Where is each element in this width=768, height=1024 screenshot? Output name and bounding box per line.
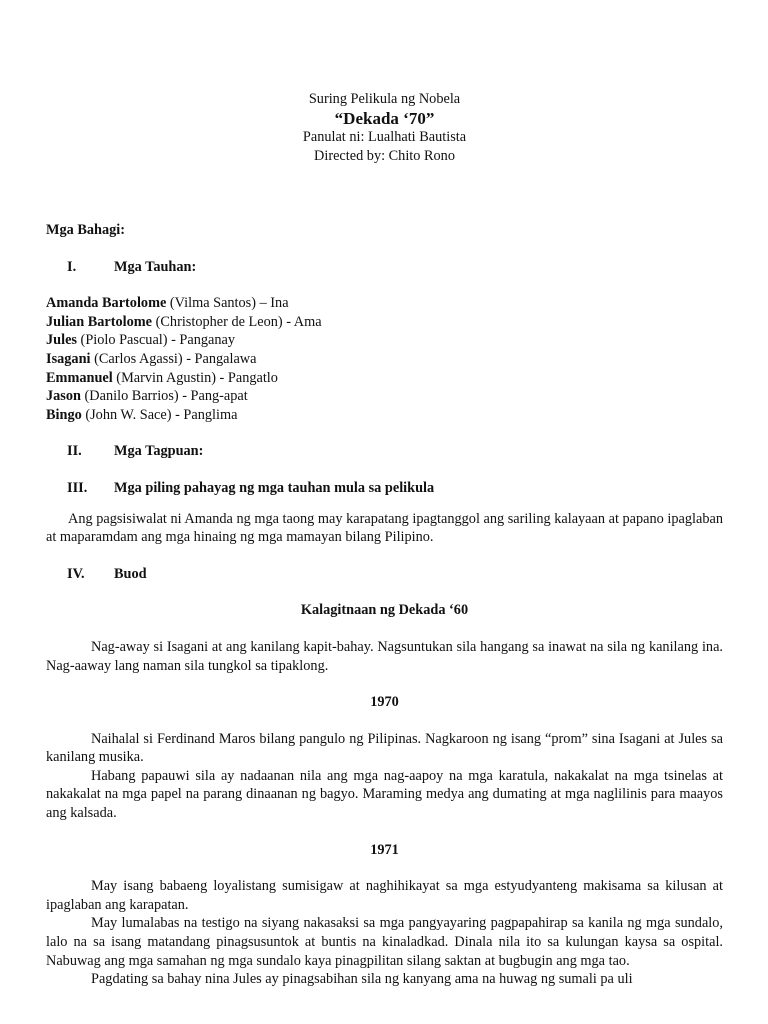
paragraph: May lumalabas na testigo na siyang nakasaksi sa mga pangyayaring pagpapahirap sa kanila ng mga sundalo, lalo na sa isang matandang pinagsusuntok at buntis na kinaladkad. Dinala nila ito sa kulungan kaysa sa ospital. Nabuwag ang mga samahan ng mga sundalo kaya pinagpilitan silang saktan at bugbugin ang mga tao. <box>46 915 723 969</box>
cast-details: (Christopher de Leon) - Ama <box>152 313 322 330</box>
cast-details: (Danilo Barrios) - Pang-apat <box>80 388 248 405</box>
paragraph: May isang babaeng loyalistang sumisigaw at naghihikayat sa mga estyudyanteng makisama sa kilusan at ipaglaban ang karapatan. <box>46 878 723 913</box>
paragraph: Nag-away si Isagani at ang kanilang kapit-bahay. Nagsuntukan sila hangang sa inawat na sila ng kanilang ina. Nag-aaway lang naman sila tungkol sa tipaklong. <box>46 638 723 674</box>
paragraph: Habang papauwi sila ay nadaanan nila ang mga nag-aapoy na mga karatula, nakakalat na mga tsinelas at nakakalat na mga papel na parang dinaanan ng bagyo. Maraming medya ang dumating at mga naglilinis para maayos ang kalsada. <box>46 767 723 822</box>
cast-details: (Carlos Agassi) - Pangalawa <box>90 350 257 367</box>
document-header <box>46 90 723 166</box>
director-line: Directed by: Chito Rono <box>314 148 455 164</box>
sections-label: Mga Bahagi: <box>46 222 126 238</box>
section-number: III. <box>67 479 88 496</box>
cast-details: (John W. Sace) - Panglima <box>81 406 238 423</box>
cast-role-name: Julian Bartolome <box>46 313 153 330</box>
author-line: Panulat ni: Lualhati Bautista <box>302 129 467 145</box>
section-title: Mga Tauhan: <box>114 258 197 275</box>
document-page <box>46 90 723 989</box>
section-title: Mga piling pahayag ng mga tauhan mula sa pelikula <box>114 479 435 496</box>
subheading-dekada-60: Kalagitnaan ng Dekada ‘60 <box>300 602 469 619</box>
cast-item <box>46 406 723 425</box>
paragraph: Naihalal si Ferdinand Maros bilang pangulo ng Pilipinas. Nagkaroon ng isang “prom” sina Isagani at Jules sa kanilang musika. <box>46 730 723 766</box>
cast-item <box>46 387 723 406</box>
section-heading-2 <box>46 442 723 461</box>
section-number: II. <box>67 443 82 460</box>
subheading-1971: 1971 <box>370 841 399 858</box>
section-title: Mga Tagpuan: <box>114 443 204 460</box>
section-heading-3 <box>46 479 723 498</box>
section-title: Buod <box>114 565 147 582</box>
document-title: “Dekada ‘70” <box>334 109 435 128</box>
header-subtitle: Suring Pelikula ng Nobela <box>308 91 461 107</box>
cast-role-name: Jules <box>46 332 77 349</box>
cast-role-name: Bingo <box>46 406 82 423</box>
section-heading-4 <box>46 565 723 584</box>
cast-details: (Vilma Santos) – Ina <box>166 295 289 312</box>
cast-item <box>46 313 723 332</box>
cast-role-name: Isagani <box>46 350 91 367</box>
cast-item <box>46 294 723 313</box>
cast-item <box>46 331 723 350</box>
section-number: IV. <box>67 565 85 582</box>
cast-details: (Piolo Pascual) - Panganay <box>76 332 236 349</box>
section3-paragraph: Ang pagsisiwalat ni Amanda ng mga taong may karapatang ipagtanggol ang sariling kalayaan at papano ipaglaban at maparamdam ang mga hinaing ng mga mamayan bilang Pilipino. <box>46 510 723 546</box>
paragraph: Pagdating sa bahay nina Jules ay pinagsabihan sila ng kanyang ama na huwag ng sumali pa uli <box>91 971 633 988</box>
cast-details: (Marvin Agustin) - Pangatlo <box>112 369 278 386</box>
cast-role-name: Emmanuel <box>46 369 113 386</box>
cast-role-name: Amanda Bartolome <box>46 295 167 312</box>
cast-item <box>46 369 723 388</box>
cast-list <box>46 294 723 424</box>
section-heading-1 <box>46 258 723 277</box>
subheading-1970: 1970 <box>370 694 399 711</box>
section-number: I. <box>67 258 77 275</box>
cast-role-name: Jason <box>46 388 81 405</box>
cast-item <box>46 350 723 369</box>
